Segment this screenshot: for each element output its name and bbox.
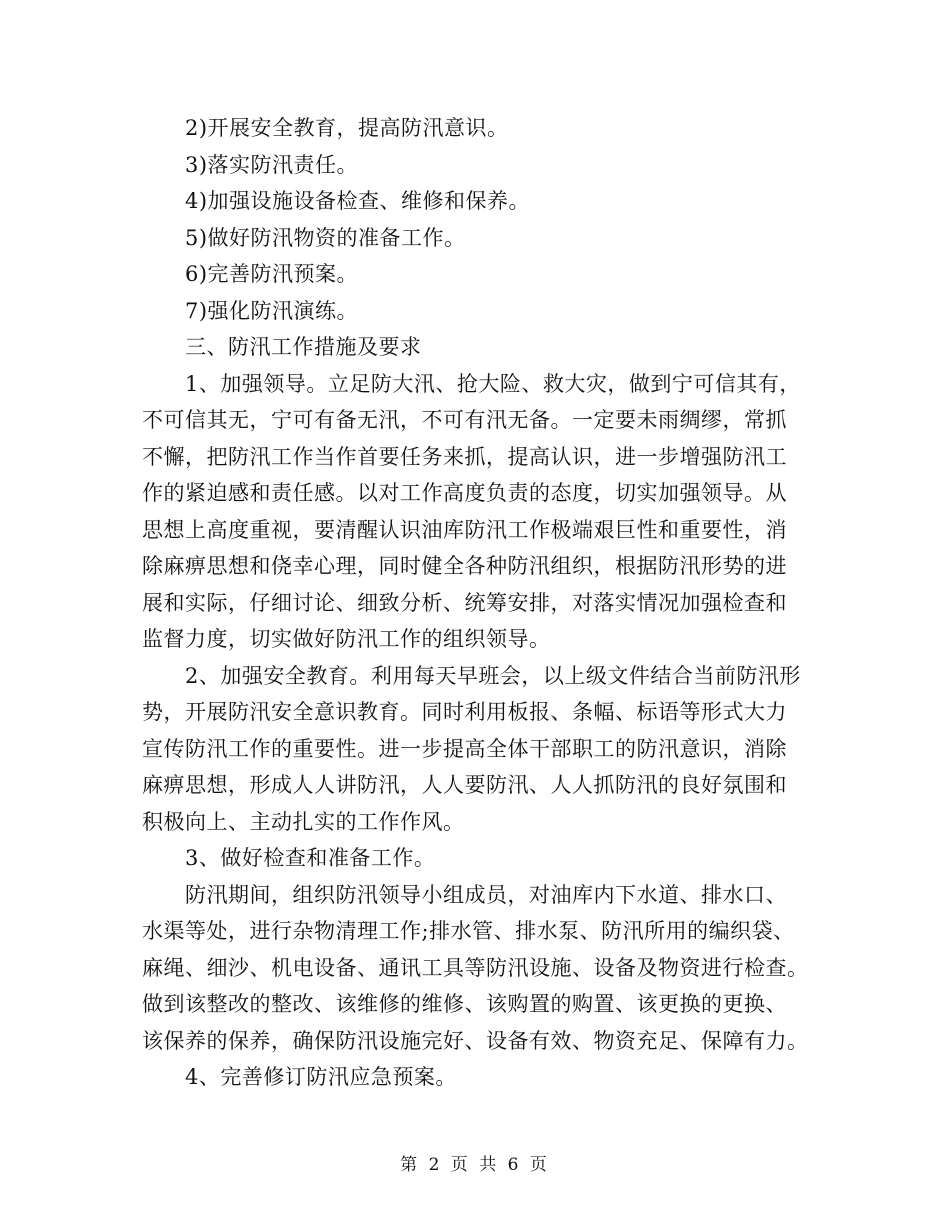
paragraph-line: 宣传防汛工作的重要性。进一步提高全体干部职工的防汛意识，消除 xyxy=(142,736,787,761)
paragraph-line: 麻痹思想，形成人人讲防汛，人人要防汛、人人抓防汛的良好氛围和 xyxy=(142,773,787,797)
document-body xyxy=(142,110,822,1096)
paragraph-line: 积极向上、主动扎实的工作作风。 xyxy=(142,809,465,834)
paragraph-line: 麻绳、细沙、机电设备、通讯工具等防汛设施、设备及物资进行检查。 xyxy=(142,955,809,980)
list-item: 5)做好防汛物资的准备工作。 xyxy=(185,225,466,250)
paragraph-line: 不懈，把防汛工作当作首要任务来抓，提高认识，进一步增强防汛工 xyxy=(142,444,787,469)
paragraph-line: 做到该整改的整改、该维修的维修、该购置的购置、该更换的更换、 xyxy=(142,992,787,1016)
paragraph-line: 思想上高度重视，要清醒认识油库防汛工作极端艰巨性和重要性，消 xyxy=(142,517,787,542)
list-item: 6)完善防汛预案。 xyxy=(185,262,359,286)
section-heading: 三、防汛工作措施及要求 xyxy=(185,335,422,359)
paragraph-safety-education xyxy=(142,658,822,841)
paragraph-line: 不可信其无，宁可有备无汛，不可有汛无备。一定要未雨绸缪，常抓 xyxy=(142,408,787,432)
paragraph-line: 势，开展防汛安全意识教育。同时利用板报、条幅、标语等形式大力 xyxy=(142,700,787,724)
paragraph-line: 防汛期间，组织防汛领导小组成员，对油库内下水道、排水口、 xyxy=(185,882,787,907)
paragraph-line: 该保养的保养，确保防汛设施完好、设备有效、物资充足、保障有力。 xyxy=(142,1028,809,1053)
list-item: 2)开展安全教育，提高防汛意识。 xyxy=(185,116,509,140)
paragraph-line: 除麻痹思想和侥幸心理，同时健全各种防汛组织，根据防汛形势的进 xyxy=(142,554,787,578)
paragraph-line: 监督力度，切实做好防汛工作的组织领导。 xyxy=(142,627,551,651)
list-item: 3)落实防汛责任。 xyxy=(185,152,359,177)
paragraph-line: 作的紧迫感和责任感。以对工作高度负责的态度，切实加强领导。从 xyxy=(142,481,787,505)
paragraph-line: 展和实际，仔细讨论、细致分析、统筹安排，对落实情况加强检查和 xyxy=(142,590,787,615)
paragraph-line: 2、加强安全教育。利用每天早班会，以上级文件结合当前防汛形 xyxy=(185,663,801,688)
paragraph-line: 1、加强领导。立足防大汛、抢大险、救大灾，做到宁可信其有， xyxy=(185,371,801,396)
subsection-heading: 4、完善修订防汛应急预案。 xyxy=(185,1065,457,1089)
list-item: 4)加强设施设备检查、维修和保养。 xyxy=(185,189,531,213)
paragraph-line: 水渠等处，进行杂物清理工作;排水管、排水泵、防汛所用的编织袋、 xyxy=(142,919,795,943)
page-number: 第 2 页 共 6 页 xyxy=(400,1155,550,1175)
paragraph-inspection xyxy=(142,877,822,1060)
subsection-heading: 3、做好检查和准备工作。 xyxy=(185,846,436,870)
paragraph-leadership xyxy=(142,366,822,658)
list-item: 7)强化防汛演练。 xyxy=(185,298,359,323)
